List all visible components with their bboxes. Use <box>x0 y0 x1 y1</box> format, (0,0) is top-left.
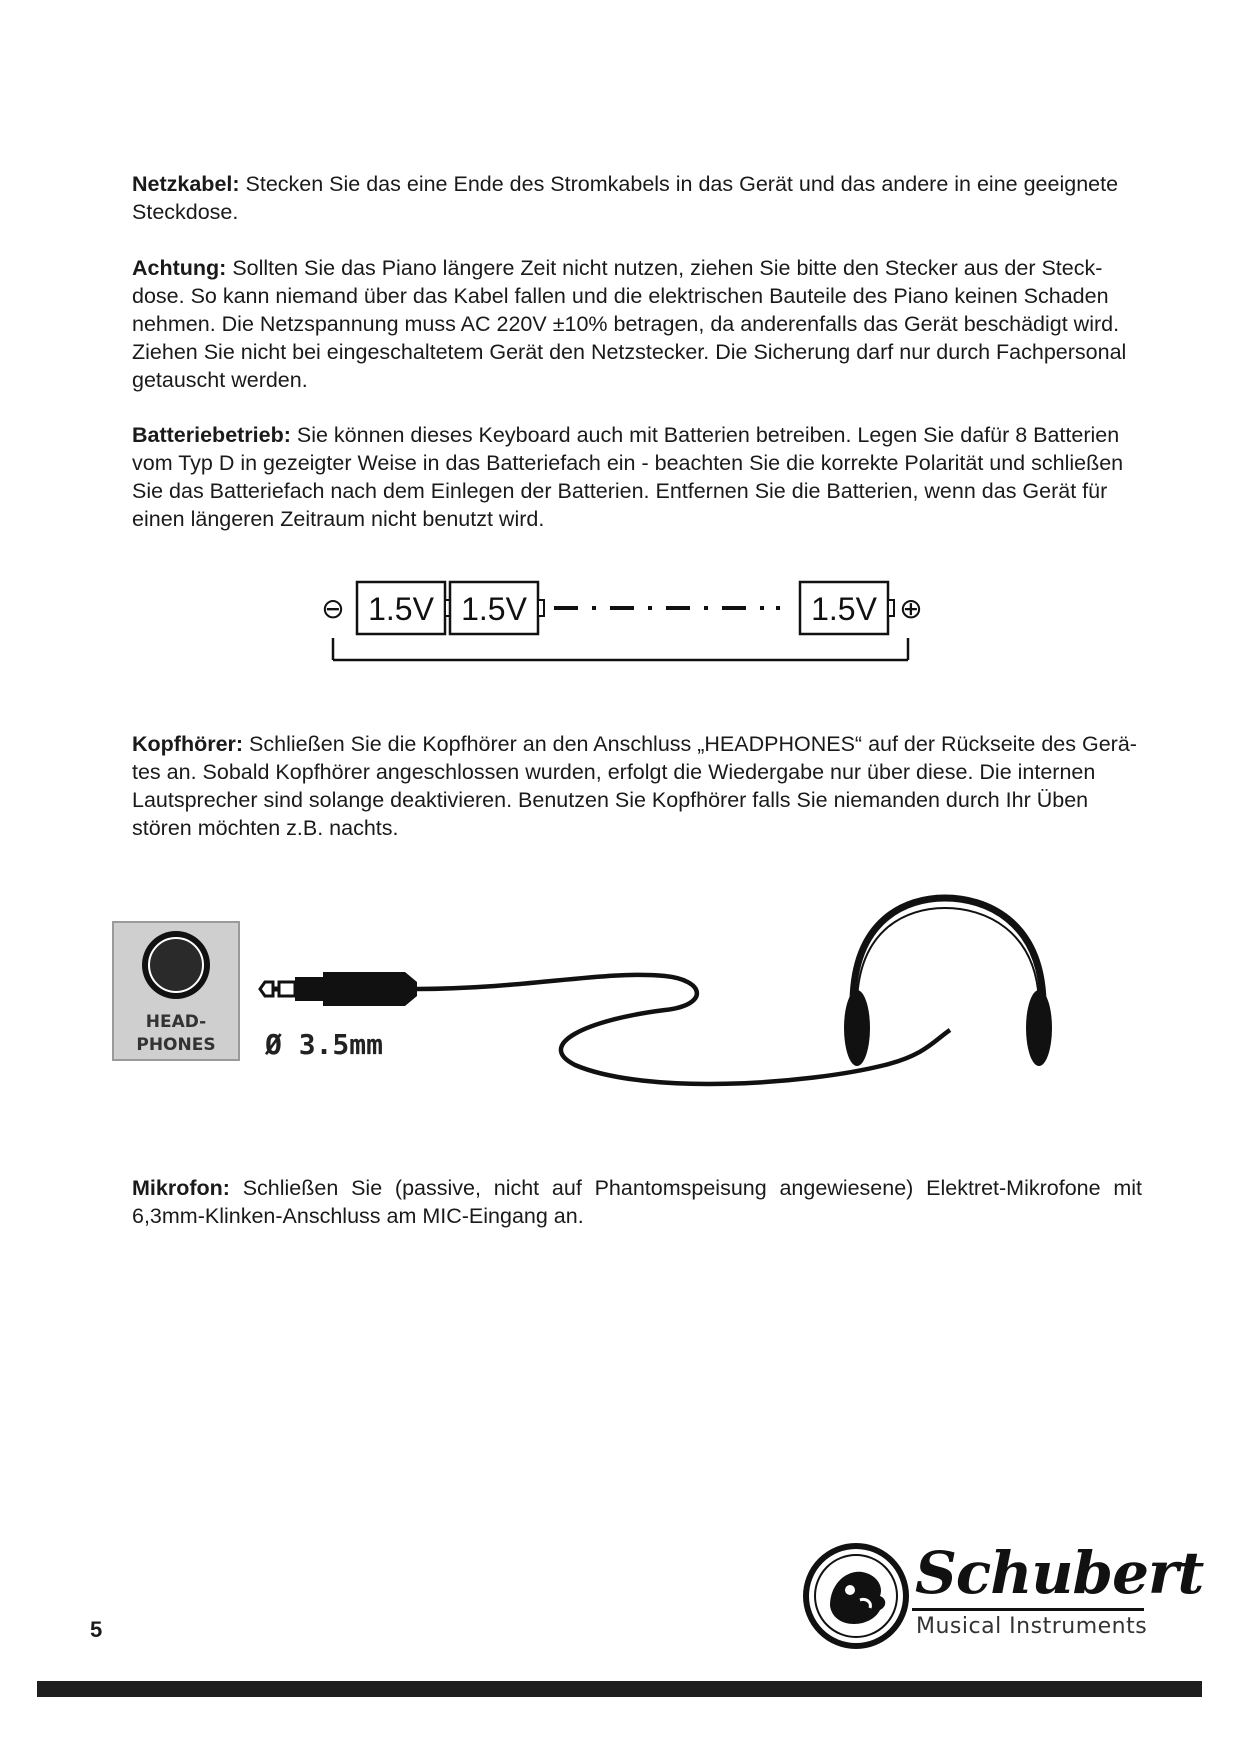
plug-size-label: Ø 3.5mm <box>265 1028 384 1061</box>
section-batteriebetrieb <box>132 421 1142 533</box>
battery-cell-label: 1.5V <box>368 591 434 627</box>
battery-cell-label: 1.5V <box>461 591 527 627</box>
page-number: 5 <box>90 1617 103 1642</box>
section-achtung <box>132 254 1142 394</box>
battery-cell-2 <box>450 582 544 634</box>
jack-label-line2: PHONES <box>136 1035 216 1055</box>
section-text: Schließen Sie die Kopfhörer an den Anschluss „HEADPHONES“ auf der Rückseite des Gerä-tes an. Sobald Kopfhörer angeschlossen wurden, erfolgt die Wiedergabe nur über diese. Die internen Lautsprecher sind solange deaktivieren. Benutzen Sie Kopfhörer falls Sie niemanden durch Ihr Üben stören möchten z.B. nachts. <box>132 732 1137 840</box>
battery-cell-1 <box>357 582 451 634</box>
logo-subtitle: Musical Instruments <box>916 1614 1148 1639</box>
logo-divider <box>912 1608 1144 1611</box>
battery-cell-label: 1.5V <box>811 591 877 627</box>
headphone-jack-panel <box>113 922 239 1060</box>
battery-diagram <box>310 570 930 680</box>
audio-plug-icon <box>260 972 417 1006</box>
section-label: Batteriebetrieb: <box>132 423 291 447</box>
section-label: Mikrofon: <box>132 1176 230 1200</box>
section-text: Sie können dieses Keyboard auch mit Batterien betreiben. Legen Sie dafür 8 Batterien vom Typ D in gezeigter Weise in das Batteriefach ein - beachten Sie die korrekte Polarität und schließen Sie das Batteriefach nach dem Einlegen der Batterien. Entfernen Sie die Batterien, wenn das Gerät für einen längeren Zeitraum nicht benutzt wird. <box>132 423 1124 531</box>
footer-bar <box>37 1681 1202 1697</box>
section-text: Schließen Sie (passive, nicht auf Phantomspeisung angewiesene) Elektret-Mikrofone mit 6,3mm-Klinken-Anschluss am MIC-Eingang an. <box>132 1176 1142 1228</box>
section-label: Kopfhörer: <box>132 732 244 756</box>
section-netzkabel <box>132 170 1142 226</box>
section-kopfhoerer <box>132 730 1142 842</box>
logo-name: Schubert <box>915 1539 1204 1607</box>
plus-terminal-icon: ⊕ <box>899 592 923 625</box>
schubert-logo <box>800 1538 1204 1656</box>
headphones-icon <box>844 898 1052 1066</box>
minus-terminal-icon: ⊖ <box>321 592 345 625</box>
section-label: Netzkabel: <box>132 172 240 196</box>
section-mikrofon <box>132 1174 1142 1230</box>
headphone-cable <box>417 975 950 1084</box>
battery-cell-last <box>800 582 894 634</box>
jack-label-line1: HEAD- <box>145 1012 207 1032</box>
section-text: Sollten Sie das Piano längere Zeit nicht nutzen, ziehen Sie bitte den Stecker aus der Steck-dose. So kann niemand über das Kabel fallen und die elektrischen Bauteile des Piano keinen Schaden nehmen. Die Netzspannung muss AC 220V ±10% betragen, da anderenfalls das Gerät beschädigt wird. Ziehen Sie nicht bei eingeschaltetem Gerät den Netzstecker. Die Sicherung darf nur durch Fachpersonal getauscht werden. <box>132 256 1127 392</box>
section-label: Achtung: <box>132 256 227 280</box>
section-text: Stecken Sie das eine Ende des Stromkabels in das Gerät und das andere in eine geeignete Steckdose. <box>132 172 1119 224</box>
logo-emblem-icon <box>800 1540 912 1652</box>
headphone-diagram <box>105 890 1145 1150</box>
